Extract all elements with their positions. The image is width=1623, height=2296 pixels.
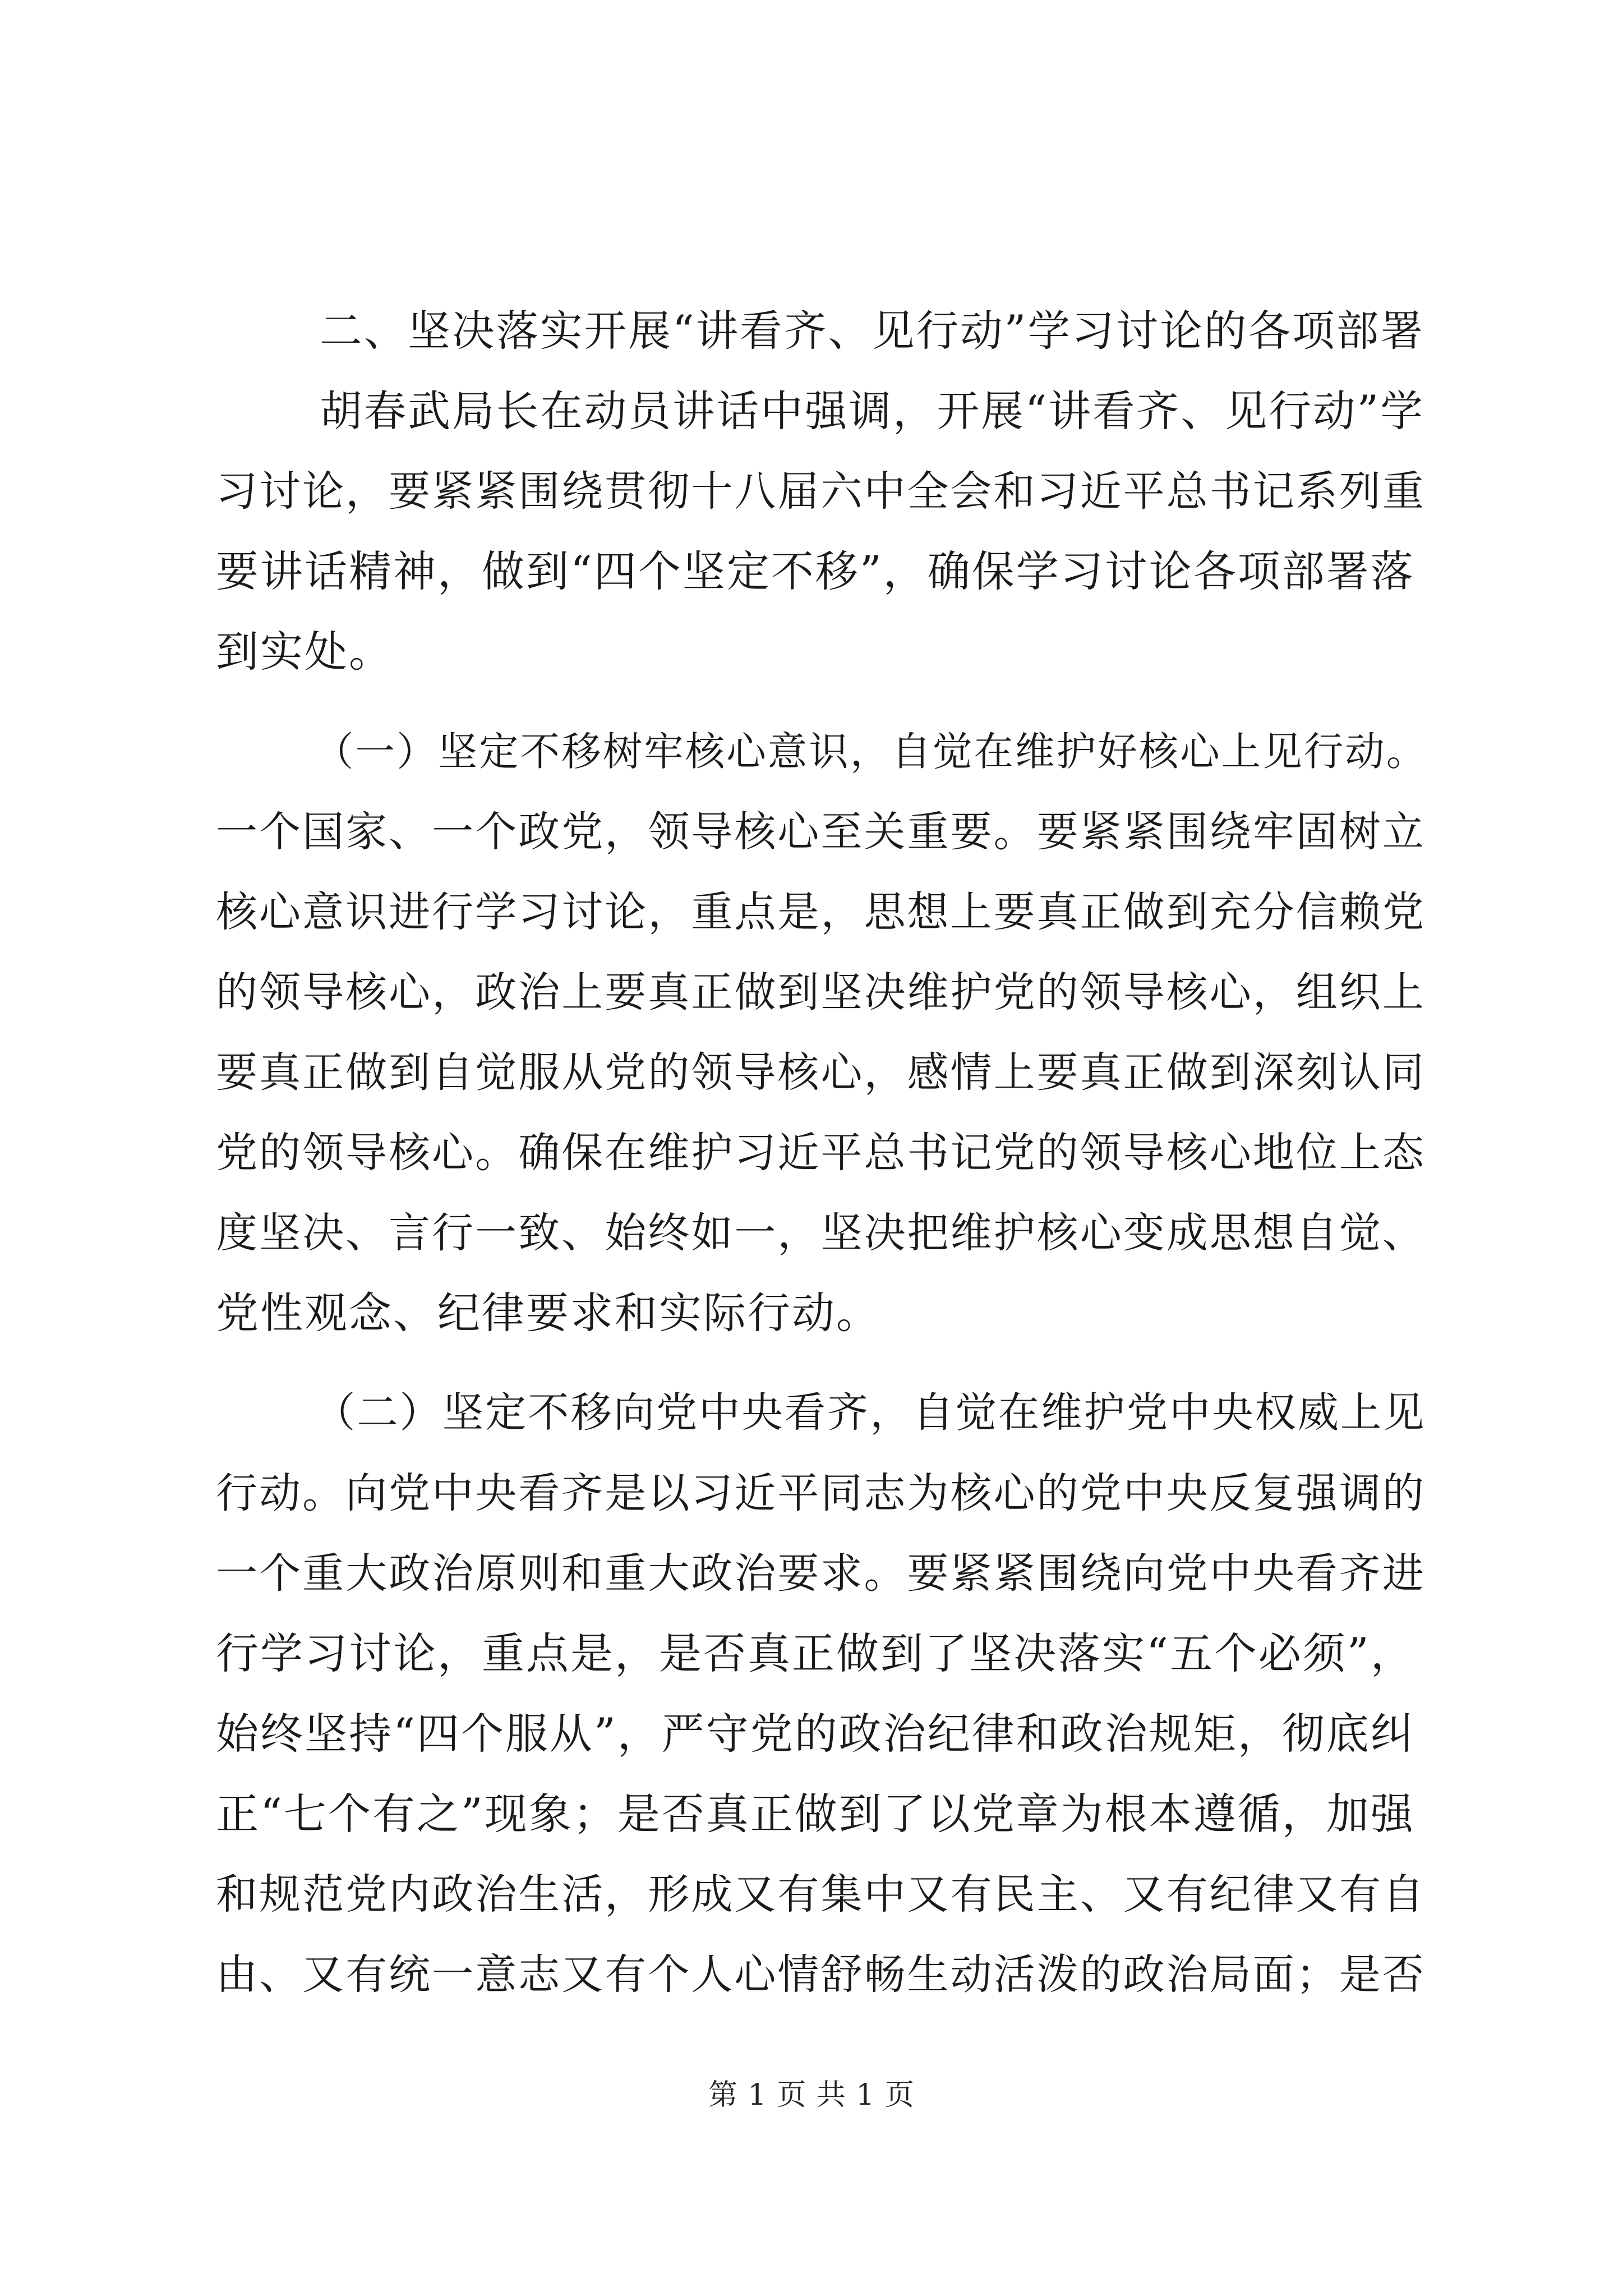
paragraph-2-line-4: 的领导核心，政治上要真正做到坚决维护党的领导核心，组织上 [216, 968, 1426, 1016]
paragraph-3-line-4: 行学习讨论，重点是，是否真正做到了坚决落实“五个必须”， [216, 1628, 1415, 1678]
paragraph-3-line-7: 和规范党内政治生活，形成又有集中又有民主、又有纪律又有自 [216, 1870, 1426, 1918]
paragraph-2-line-3: 核心意识进行学习讨论，重点是，思想上要真正做到充分信赖党 [216, 888, 1426, 936]
paragraph-1-line-2: 习讨论，要紧紧围绕贯彻十八届六中全会和习近平总书记系列重 [216, 467, 1426, 516]
paragraph-3-line-5: 始终坚持“四个服从”，严守党的政治纪律和政治规矩，彻底纠 [216, 1709, 1415, 1759]
paragraph-2-line-8: 党性观念、纪律要求和实际行动。 [216, 1288, 880, 1338]
paragraph-3-line-1: （二）坚定不移向党中央看齐，自觉在维护党中央权威上见 [314, 1389, 1426, 1437]
paragraph-3-line-8: 由、又有统一意志又有个人心情舒畅生动活泼的政治局面；是否 [216, 1950, 1426, 1999]
paragraph-2-line-1: （一）坚定不移树牢核心意识，自觉在维护好核心上见行动。 [314, 729, 1428, 775]
paragraph-1-line-4: 到实处。 [216, 627, 393, 677]
paragraph-1-line-1: 胡春武局长在动员讲话中强调，开展“讲看齐、见行动”学 [320, 386, 1424, 436]
paragraph-2-line-7: 度坚决、言行一致、始终如一，坚决把维护核心变成思想自觉、 [216, 1209, 1426, 1257]
paragraph-2-line-2: 一个国家、一个政党，领导核心至关重要。要紧紧围绕牢固树立 [216, 808, 1426, 856]
paragraph-3-line-6: 正“七个有之”现象；是否真正做到了以党章为根本遵循，加强 [216, 1789, 1415, 1839]
paragraph-3-line-3: 一个重大政治原则和重大政治要求。要紧紧围绕向党中央看齐进 [216, 1549, 1426, 1598]
section-heading: 二、坚决落实开展“讲看齐、见行动”学习讨论的各项部署 [320, 306, 1424, 356]
paragraph-2-line-5: 要真正做到自觉服从党的领导核心，感情上要真正做到深刻认同 [216, 1048, 1426, 1097]
paragraph-2-line-6: 党的领导核心。确保在维护习近平总书记党的领导核心地位上态 [216, 1129, 1426, 1177]
paragraph-3-line-2: 行动。向党中央看齐是以习近平同志为核心的党中央反复强调的 [216, 1469, 1426, 1517]
paragraph-1-line-3: 要讲话精神，做到“四个坚定不移”，确保学习讨论各项部署落 [216, 546, 1415, 596]
page-number-footer: 第 1 页 共 1 页 [708, 2078, 915, 2112]
